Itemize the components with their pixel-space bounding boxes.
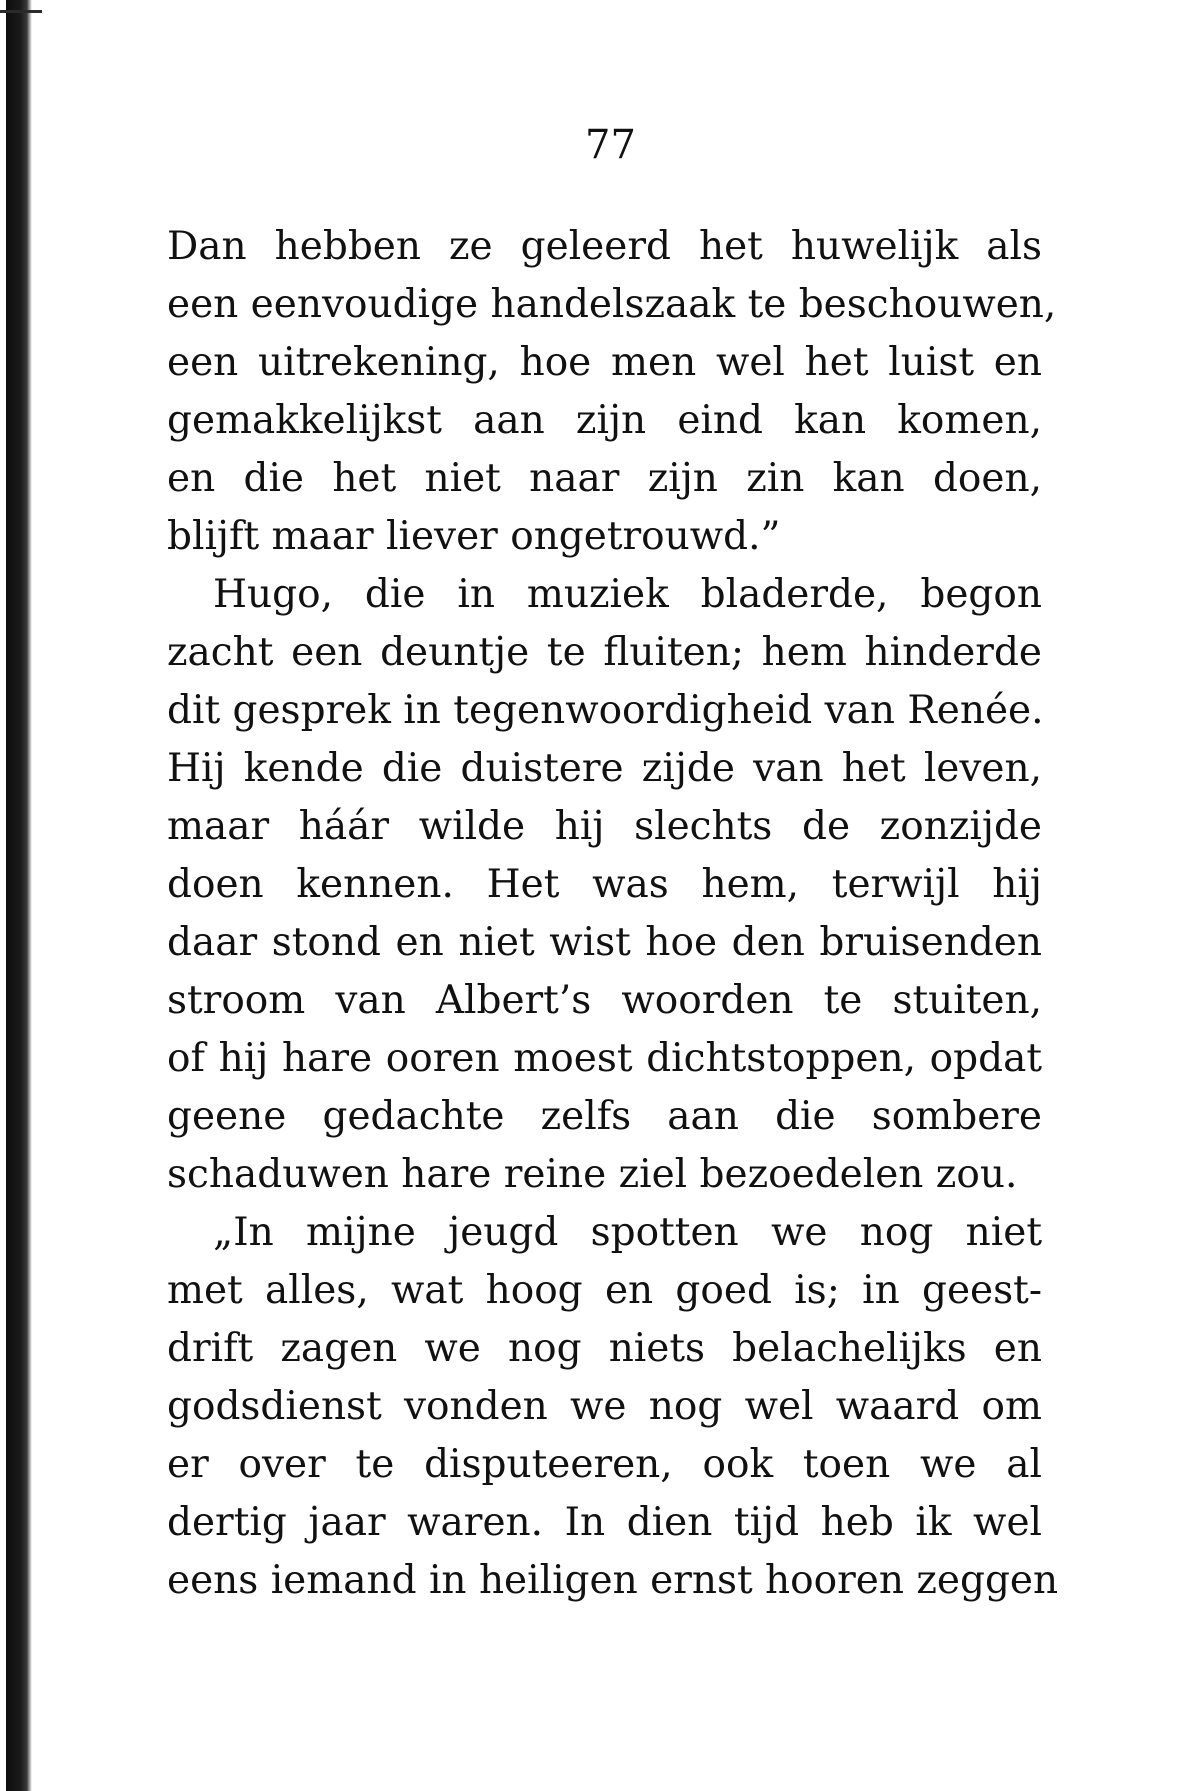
text-line: een uitrekening, hoe men wel het luist en xyxy=(167,340,1042,385)
text-line: godsdienst vonden we nog wel waard om xyxy=(167,1384,1042,1429)
text-line: een eenvoudige handelszaak te beschouwen, xyxy=(167,282,1057,327)
text-line: geene gedachte zelfs aan die sombere xyxy=(167,1094,1042,1139)
text-line: zacht een deuntje te fluiten; hem hinderde xyxy=(167,630,1042,675)
edge-mark xyxy=(0,10,42,13)
text-line: daar stond en niet wist hoe den bruisenden xyxy=(167,920,1042,965)
text-line: doen kennen. Het was hem, terwijl hij xyxy=(167,862,1042,907)
text-line: er over te disputeeren, ook toen we al xyxy=(167,1442,1042,1487)
text-line: Hij kende die duistere zijde van het leven, xyxy=(167,746,1042,791)
text-line: Hugo, die in muziek bladerde, begon xyxy=(213,572,1042,617)
text-line: stroom van Albert’s woorden te stuiten, xyxy=(167,978,1042,1023)
text-line: of hij hare ooren moest dichtstoppen, opdat xyxy=(167,1036,1042,1081)
body-text xyxy=(167,218,1059,1610)
text-line: en die het niet naar zijn zin kan doen, xyxy=(167,456,1042,501)
text-line: Dan hebben ze geleerd het huwelijk als xyxy=(167,224,1042,269)
text-line: schaduwen hare reine ziel bezoedelen zou. xyxy=(167,1152,1018,1197)
text-line: met alles, wat hoog en goed is; in geest- xyxy=(167,1268,1042,1313)
text-line: blijft maar liever ongetrouwd.” xyxy=(167,514,781,559)
text-line: „In mijne jeugd spotten we nog niet xyxy=(213,1210,1042,1255)
text-line: gemakkelijkst aan zijn eind kan komen, xyxy=(167,398,1042,443)
text-line: maar háár wilde hij slechts de zonzijde xyxy=(167,804,1042,849)
text-line: eens iemand in heiligen ernst hooren zeggen xyxy=(167,1558,1059,1603)
text-line: dit gesprek in tegenwoordigheid van Renée. xyxy=(167,688,1044,733)
text-line: dertig jaar waren. In dien tijd heb ik wel xyxy=(167,1500,1042,1545)
book-binding-edge xyxy=(6,0,32,1791)
text-line: drift zagen we nog niets belachelijks en xyxy=(167,1326,1042,1371)
page-number: 77 xyxy=(585,122,636,168)
